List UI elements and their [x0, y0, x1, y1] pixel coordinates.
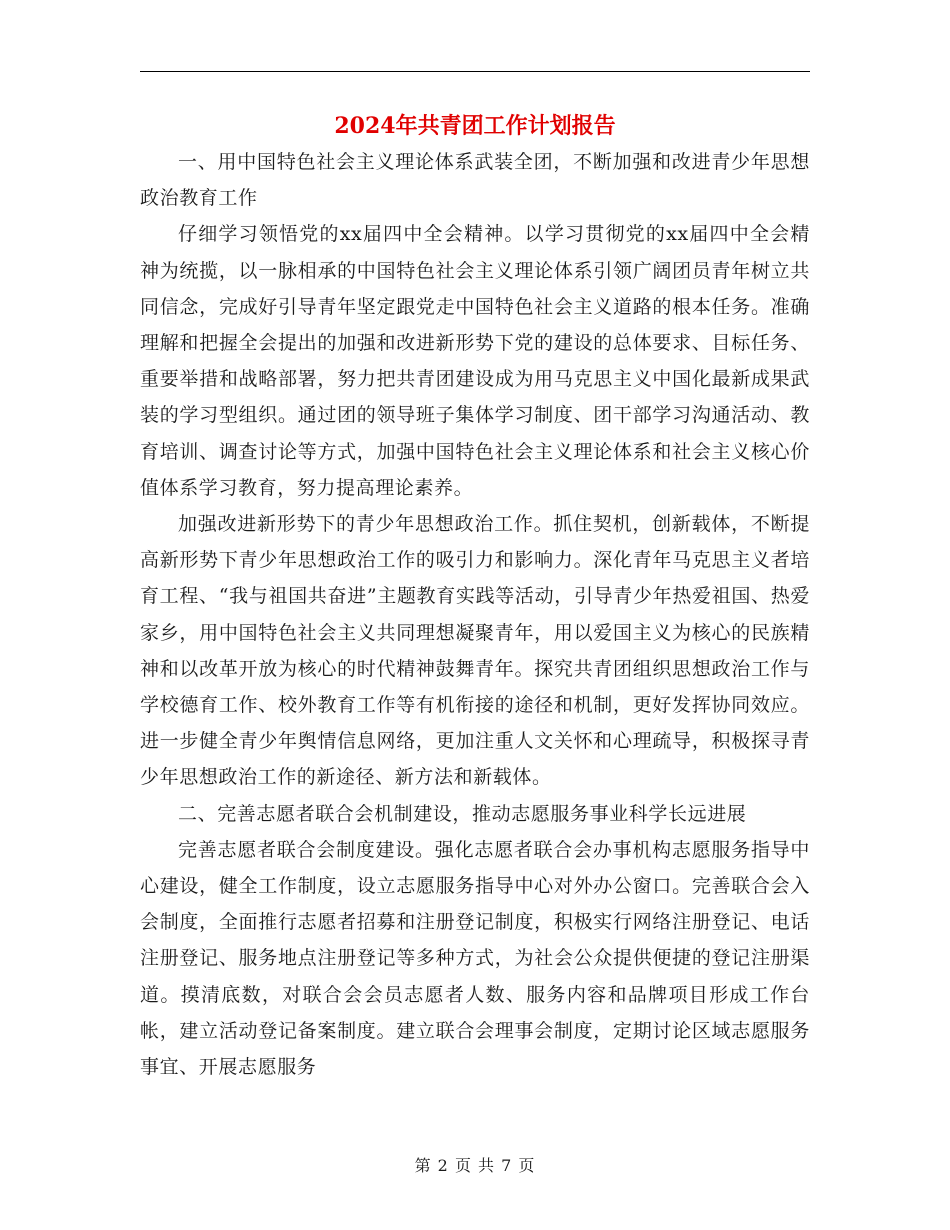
- header-rule: [140, 71, 810, 72]
- section-heading-1: 一、用中国特色社会主义理论体系武装全团，不断加强和改进青少年思想政治教育工作: [140, 151, 810, 210]
- page-footer: [0, 1153, 950, 1176]
- section-heading-2: 二、完善志愿者联合会机制建设，推动志愿服务事业科学长远进展: [178, 802, 747, 825]
- body-paragraph: 仔细学习领悟党的xx届四中全会精神。以学习贯彻党的xx届四中全会精神为统揽，以一脉相承的中国特色社会主义理论体系引领广阔团员青年树立共同信念，完成好引导青年坚定跟党走中国特色社会主义道路的根本任务。准确理解和把握全会提出的加强和改进新形势下党的建设的总体要求、目标任务、重要举措和战略部署，努力把共青团建设成为用马克思主义中国化最新成果武装的学习型组织。通过团的领导班子集体学习制度、团干部学习沟通活动、教育培训、调查讨论等方式，加强中国特色社会主义理论体系和社会主义核心价值体系学习教育，努力提高理论素养。: [140, 223, 810, 499]
- body-paragraph: 完善志愿者联合会制度建设。强化志愿者联合会办事机构志愿服务指导中心建设，健全工作制度，设立志愿服务指导中心对外办公窗口。完善联合会入会制度，全面推行志愿者招募和注册登记制度，积极实行网络注册登记、电话注册登记、服务地点注册登记等多种方式，为社会公众提供便捷的登记注册渠道。摸清底数，对联合会会员志愿者人数、服务内容和品牌项目形成工作台帐，建立活动登记备案制度。建立联合会理事会制度，定期讨论区域志愿服务事宜、开展志愿服务: [140, 838, 810, 1079]
- document-body: [140, 144, 810, 1085]
- page-number-label: 第 2 页 共 7 页: [414, 1156, 536, 1175]
- body-paragraph: 加强改进新形势下的青少年思想政治工作。抓住契机，创新载体，不断提高新形势下青少年思想政治工作的吸引力和影响力。深化青年马克思主义者培育工程、“我与祖国共奋进”主题教育实践等活动，引导青少年热爱祖国、热爱家乡，用中国特色社会主义共同理想凝聚青年，用以爱国主义为核心的民族精神和以改革开放为核心的时代精神鼓舞青年。探究共青团组织思想政治工作与学校德育工作、校外教育工作等有机衔接的途径和机制，更好发挥协同效应。进一步健全青少年舆情信息网络，更加注重人文关怀和心理疏导，积极探寻青少年思想政治工作的新途径、新方法和新载体。: [140, 513, 810, 789]
- document-title: 2024年共青团工作计划报告: [334, 113, 616, 139]
